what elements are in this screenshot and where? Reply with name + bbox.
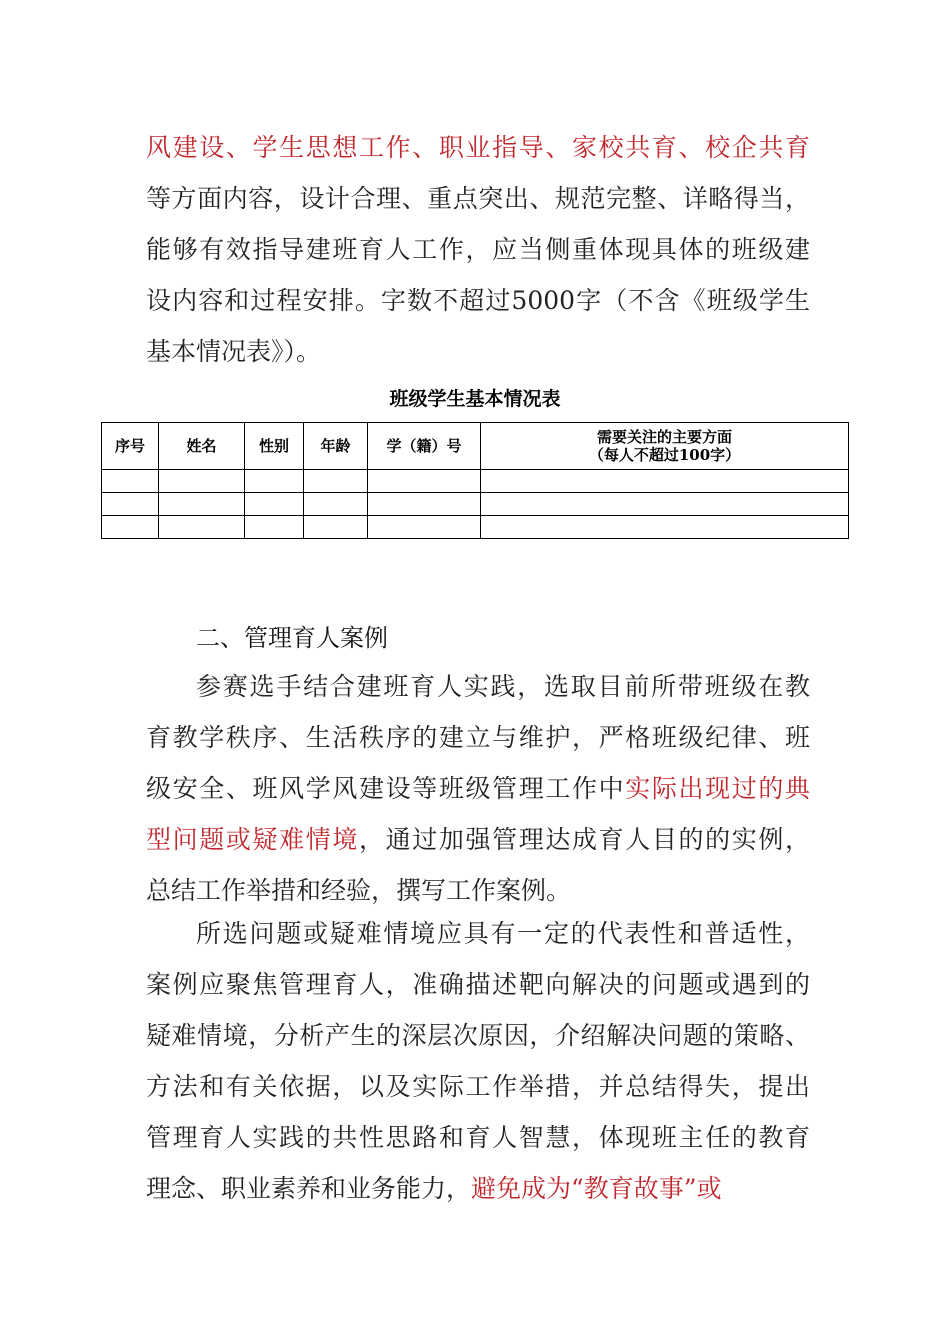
body-text: ，通过加强管理达成育人目的的实例， (359, 825, 810, 854)
table-cell (245, 493, 304, 516)
text-line (146, 275, 810, 326)
body-text: 管理育人实践的共性思路和育人智慧，体现班主任的教育 (146, 1123, 810, 1152)
body-text: 级安全、班风学风建设等班级管理工作中 (146, 774, 626, 803)
body-text: 设内容和过程安排。字数不超过5000字（不含《班级学生 (146, 286, 810, 315)
table-cell (245, 470, 304, 493)
text-line (146, 712, 810, 763)
body-text: 疑难情境，分析产生的深层次原因，介绍解决问题的策略、 (146, 1021, 810, 1050)
col-header-index: 序号 (102, 423, 159, 470)
col-header-focus-note: （每人不超过100字） (588, 446, 741, 464)
table-title: 班级学生基本情况表 (389, 388, 561, 410)
highlighted-text: 实际出现过的典 (625, 774, 810, 803)
table-cell (159, 470, 245, 493)
table-cell (245, 516, 304, 539)
section2-paragraph-1 (146, 661, 810, 916)
highlighted-text: 风建设、学生思想工作、职业指导、家校共育、校企共育 (146, 133, 810, 162)
section2-paragraph-2 (146, 908, 810, 1214)
col-header-name: 姓名 (159, 423, 245, 470)
table-cell (159, 516, 245, 539)
body-text: 能够有效指导建班育人工作，应当侧重体现具体的班级建 (146, 235, 810, 264)
text-line (146, 122, 810, 173)
text-line (146, 224, 810, 275)
intro-paragraph (146, 122, 810, 377)
text-line (146, 326, 810, 377)
body-text: 总结工作举措和经验，撰写工作案例。 (146, 876, 572, 905)
section-heading: 二、管理育人案例 (196, 624, 388, 652)
text-line (146, 1163, 810, 1214)
table-row (102, 493, 849, 516)
table-cell (102, 493, 159, 516)
table-cell (481, 493, 849, 516)
col-header-focus (481, 423, 849, 470)
col-header-student-id: 学（籍）号 (368, 423, 481, 470)
table-body (102, 470, 849, 539)
highlighted-text: 型问题或疑难情境 (146, 825, 359, 854)
table-row (102, 516, 849, 539)
table-cell (102, 516, 159, 539)
text-line (146, 173, 810, 224)
text-line (146, 908, 810, 959)
table-cell (304, 493, 368, 516)
body-text: 理念、职业素养和业务能力， (146, 1174, 472, 1203)
table-cell (304, 516, 368, 539)
body-text: 案例应聚焦管理育人，准确描述靶向解决的问题或遇到的 (146, 970, 810, 999)
body-text: 方法和有关依据，以及实际工作举措，并总结得失，提出 (146, 1072, 810, 1101)
text-line (146, 1112, 810, 1163)
table-cell (368, 470, 481, 493)
table-cell (368, 516, 481, 539)
table-cell (368, 493, 481, 516)
text-line (146, 959, 810, 1010)
body-text: 基本情况表》）。 (146, 337, 322, 366)
body-text: 育教学秩序、生活秩序的建立与维护，严格班级纪律、班 (146, 723, 810, 752)
table-cell (159, 493, 245, 516)
student-info-table (101, 422, 849, 539)
body-text: 等方面内容，设计合理、重点突出、规范完整、详略得当， (146, 184, 810, 213)
table-cell (102, 470, 159, 493)
text-line (146, 1010, 810, 1061)
body-text: 所选问题或疑难情境应具有一定的代表性和普适性， (196, 919, 810, 948)
text-line (146, 763, 810, 814)
table-cell (481, 470, 849, 493)
table-header-row (102, 423, 849, 470)
text-line (146, 814, 810, 865)
body-text: 参赛选手结合建班育人实践，选取目前所带班级在教 (196, 672, 810, 701)
text-line (146, 1061, 810, 1112)
table-cell (304, 470, 368, 493)
text-line (146, 661, 810, 712)
highlighted-text: 避免成为“教育故事”或 (471, 1174, 722, 1203)
table-cell (481, 516, 849, 539)
table-row (102, 470, 849, 493)
col-header-focus-title: 需要关注的主要方面 (596, 428, 732, 446)
col-header-gender: 性别 (245, 423, 304, 470)
col-header-age: 年龄 (304, 423, 368, 470)
